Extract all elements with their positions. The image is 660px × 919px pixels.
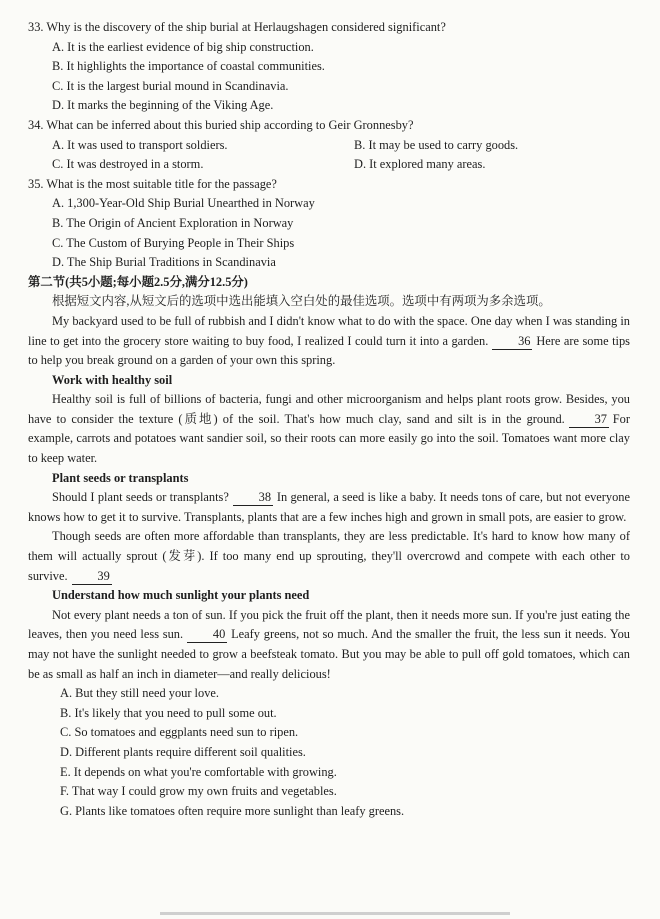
bottom-edge-divider [160,912,510,915]
option: A. 1,300-Year-Old Ship Burial Unearthed in Norway [52,196,315,211]
text: Not every plant needs a ton of sun. If you pick the fruit off the plant, then it needs more sun. If you're just eating the leaves, then you need less sun. [28,607,630,642]
blank-40: 40 [187,627,227,643]
blank-36: 36 [492,334,532,350]
text: Though seeds are often more affordable than transplants, they are less predictable. It's hard to know how many of them will actually sprout (发芽). If too many end up sprouting, they'll overcrowd and compete with each other to survive. [28,529,630,583]
paragraph [28,312,630,371]
text: Leafy greens, not so much. And the smaller the fruit, the less sun it needs. You may not have the sunlight needed to grow a beefsteak tomato. But you may be able to pull off gold tomatoes, which can be as small as half an inch in diameter—and really delicious! [28,627,630,681]
option-row [28,155,630,175]
option: B. The Origin of Ancient Exploration in Norway [52,215,294,230]
choice-list [28,684,630,821]
option: D. It marks the beginning of the Viking Age. [52,98,274,113]
option-row [28,136,630,156]
text: Here are some tips to help you break ground on a garden of your own this spring. [28,333,630,368]
option: C. It was destroyed in a storm. [52,157,204,172]
section-title: 第二节(共5小题;每小题2.5分,满分12.5分) [28,274,248,289]
blank-38: 38 [233,490,273,506]
choice-item: A. But they still need your love. [60,686,219,701]
option: D. It explored many areas. [354,157,486,172]
choice-item: G. Plants like tomatoes often require more sunlight than leafy greens. [60,803,405,818]
choice-item: C. So tomatoes and eggplants need sun to ripen. [60,725,299,740]
option: A. It is the earliest evidence of big ship construction. [52,39,314,54]
question-34 [28,116,630,175]
choice-item: D. Different plants require different soil qualities. [60,744,306,759]
paragraph [28,390,630,468]
passage [28,312,630,684]
text: In general, a seed is like a baby. It needs tons of care, but not everyone knows how to get it to survive. Transplants, plants that are a few inches high and grown in small pots, are easier to grow. [28,490,630,524]
option: B. It highlights the importance of coastal communities. [52,59,325,74]
question-stem: 33. Why is the discovery of the ship burial at Herlaugshagen considered significant? [28,20,446,34]
option: D. The Ship Burial Traditions in Scandinavia [52,255,276,270]
choice-item: E. It depends on what you're comfortable with growing. [60,764,337,779]
text: Healthy soil is full of billions of bacteria, fungi and other microorganism and helps plant roots grow. Besides, you have to consider the texture (质地) of the soil. That's how much clay, sand and silt is in the ground. [28,392,630,426]
paragraph [28,527,630,586]
blank-39: 39 [72,569,112,585]
question-33 [28,18,630,116]
blank-37: 37 [569,412,609,428]
subheading: Understand how much sunlight your plants need [52,588,310,603]
option: C. The Custom of Burying People in Their Ships [52,235,295,250]
subheading: Work with healthy soil [52,372,173,387]
question-stem: 34. What can be inferred about this buried ship according to Geir Gronnesby? [28,117,414,132]
choice-item: F. That way I could grow my own fruits and vegetables. [60,784,337,799]
option: C. It is the largest burial mound in Scandinavia. [52,78,289,93]
section-instruction: 根据短文内容,从短文后的选项中选出能填入空白处的最佳选项。选项中有两项为多余选项。 [52,294,551,309]
paragraph [28,606,630,684]
option: A. It was used to transport soldiers. [52,137,228,152]
choice-item: B. It's likely that you need to pull some out. [60,705,277,720]
text: For example, carrots and potatoes want sandier soil, so their roots can more easily go into the soil. Tomatoes want more clay to keep water. [28,411,630,466]
text: My backyard used to be full of rubbish and I didn't know what to do with the space. One day when I was standing in line to get into the grocery store waiting to buy food, I realized I could turn it into a garden. [28,313,630,348]
paragraph [28,488,630,527]
question-stem: 35. What is the most suitable title for the passage? [28,176,277,191]
subheading: Plant seeds or transplants [52,470,189,485]
question-35 [28,175,630,273]
option: B. It may be used to carry goods. [354,137,519,152]
text: Should I plant seeds or transplants? [52,490,229,505]
